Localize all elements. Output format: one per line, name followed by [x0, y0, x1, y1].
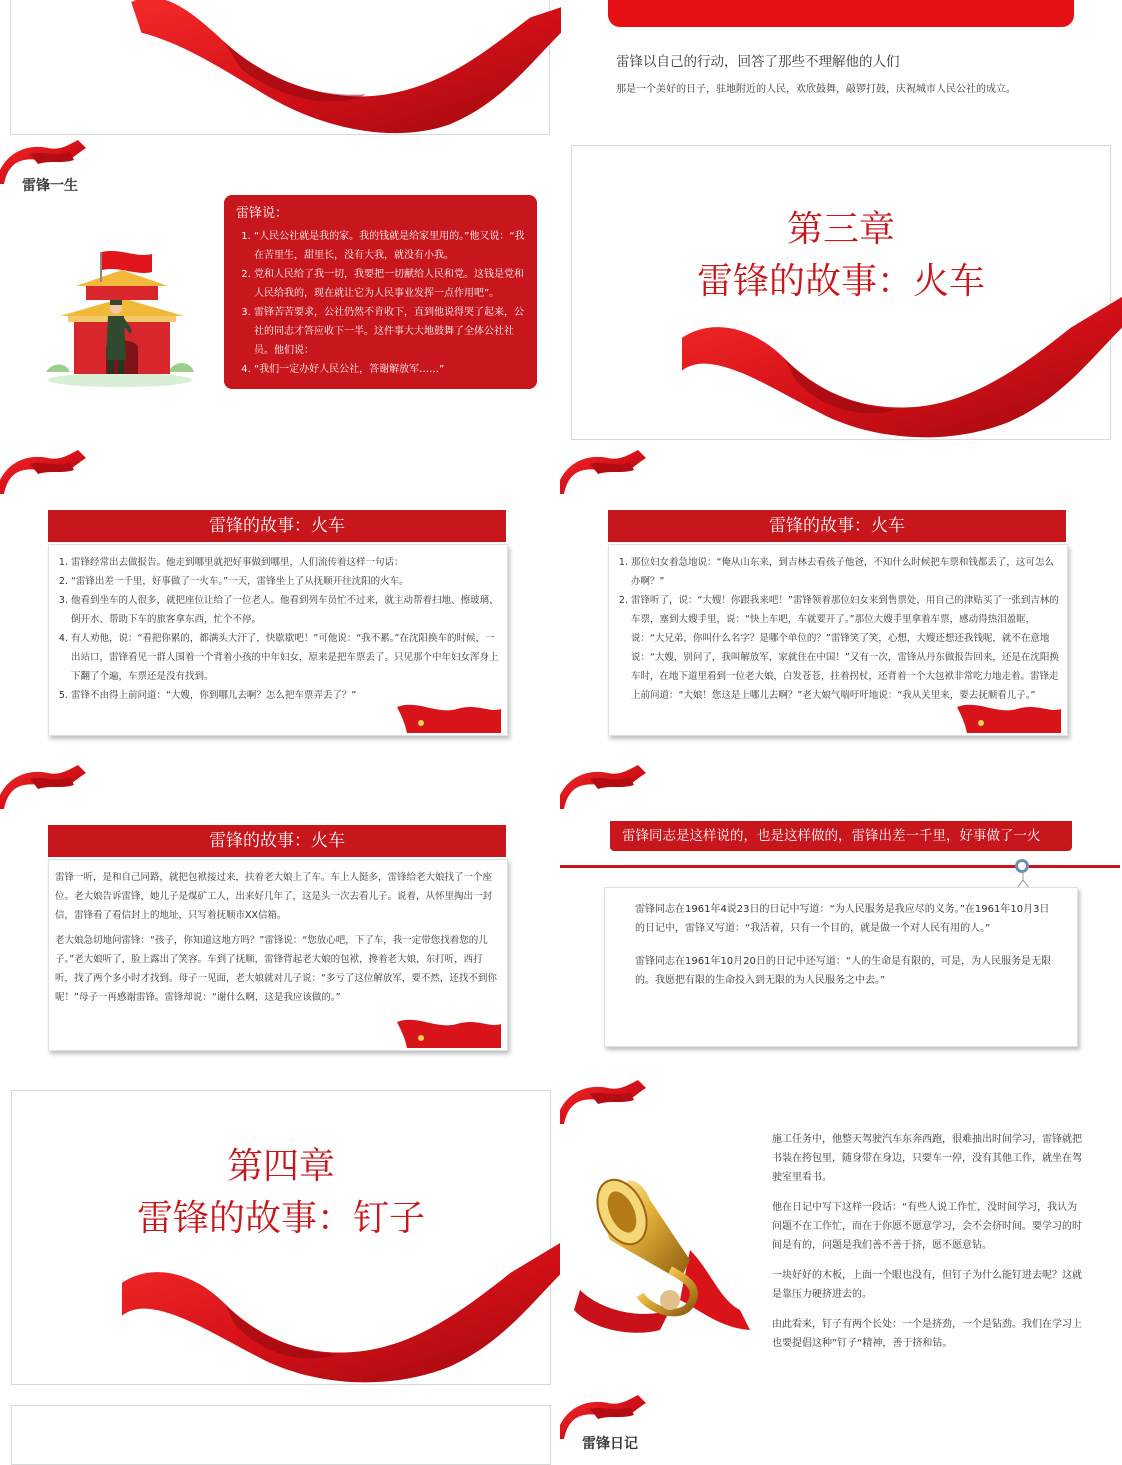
- slide-top-left: [10, 0, 550, 135]
- diary-card: [604, 887, 1078, 1047]
- list-item: 4. 有人劝他，说：“看把你累的，都满头大汗了，快歇歇吧！”可他说：“我不累。”在沈阳换车的时候，一出站口，雷锋看见一群人围着一个背着小孩的中年妇女，原来是把车票丢了。只见那个中年妇女浑身上下翻了个遍，车票还是没有找到。: [71, 629, 499, 686]
- red-ribbon-decoration: [121, 0, 561, 136]
- slide-heading: 雷锋以自己的行动，回答了那些不理解他的人们: [616, 54, 900, 70]
- story-body: [48, 859, 508, 1051]
- nail-paragraph: 施工任务中，他整天驾驶汽车东奔西跑，很难抽出时间学习，雷锋就把书装在挎包里，随身带在身边，只要车一停，没有其他工作，就坐在驾驶室里看书。: [772, 1134, 1082, 1183]
- list-item: 2. “雷锋出差一千里，好事做了一火车。”一天，雷锋坐上了从抚顺开往沈阳的火车。: [71, 572, 499, 591]
- section-tag: 雷锋一生: [22, 178, 78, 194]
- story-body: [608, 544, 1068, 736]
- slide-train-1: [0, 500, 540, 795]
- section-tag: 雷锋日记: [582, 1436, 638, 1452]
- slide-train-3: [0, 815, 540, 1110]
- list-item: 1. 那位妇女着急地说：“俺从山东来，到吉林去看孩子他爸，不知什么时候把车票和钱都丢了，这可怎么办啊？”: [631, 553, 1059, 591]
- quote-panel: [224, 195, 537, 389]
- quote-banner: [608, 0, 1074, 27]
- story-header: 雷锋的故事：火车: [48, 825, 506, 857]
- slide-subtext: 那是一个美好的日子，驻地附近的人民，欢欣鼓舞，敲锣打鼓，庆祝城市人民公社的成立。: [616, 84, 1016, 95]
- chapter-heading: [572, 204, 1110, 308]
- nail-text: [772, 1130, 1082, 1364]
- slide-chapter-4: [11, 1090, 551, 1385]
- list-item: 3. 雷锋苦苦要求，公社仍然不肯收下，直到他说得哭了起来，公社的同志才答应收下一半。这件事大大地鼓舞了全体公社社员。他们说：: [254, 303, 525, 360]
- slide-bottom-right: [560, 1395, 1100, 1452]
- nail-paragraph: 由此看来，钉子有两个长处：一个是挤劲，一个是钻劲。我们在学习上也要提倡这种”钉子“精神，善于挤和钻。: [772, 1319, 1082, 1349]
- tiananmen-soldier-illustration: [40, 250, 200, 390]
- nail-paragraph: 一块好好的木板，上面一个眼也没有，但钉子为什么能钉进去呢？这就是靠压力硬挤进去的。: [772, 1270, 1082, 1300]
- trumpet-illustration: [570, 1160, 755, 1340]
- list-item: 1. 雷锋经常出去做报告。他走到哪里就把好事做到哪里，人们流传着这样一句话：: [71, 553, 499, 572]
- chapter-title: 雷锋的故事：火车: [696, 261, 985, 302]
- small-flag-icon: [397, 699, 501, 733]
- diary-paragraph: 雷锋同志在1961年10月20日的日记中还写道：“人的生命是有限的，可是，为人民服务是无限的。我愿把有限的生命投入到无限的为人民服务之中去。”: [635, 956, 1052, 986]
- slide-nail: [560, 1130, 1100, 1425]
- slide-top-right: [572, 0, 1112, 135]
- list-item: 5. 雷锋不由得上前问道：“大嫂，你到哪儿去啊？怎么把车票弄丢了？”: [71, 686, 499, 705]
- red-ribbon-decoration: [122, 1241, 562, 1386]
- timeline-line: [560, 865, 1120, 868]
- story-list: [615, 553, 1059, 705]
- chapter-number: 第四章: [226, 1146, 335, 1187]
- corner-ribbon-icon: [0, 765, 95, 810]
- quote-list: [236, 227, 525, 379]
- story-header: 雷锋的故事：火车: [48, 510, 506, 542]
- quote-panel-title: 雷锋说：: [236, 206, 289, 221]
- list-item: 2. 雷锋听了，说：“大嫂！你跟我来吧！”雷锋领着那位妇女来到售票处，用自己的津贴买了一张到吉林的车票，塞到大嫂手里，说：“快上车吧，车就要开了。”那位大嫂手里拿着车票，感动得热泪盈眶，说：“大兄弟，你叫什么名字？是哪个单位的？”雷锋笑了笑，心想，大嫂还想还我钱呢，就不在意地说：“大嫂，别问了，我叫解放军，家就住在中国！”又有一次，雷锋从丹东做报告回来，还是在沈阳换车时，在地下道里看到一位老大娘，白发苍苍，拄着拐杖，还背着一个大包袱非常吃力地走着。雷锋走上前问道：“大娘！您这是上哪儿去啊？”老大娘气喘吁吁地说：“我从关里来，要去抚顺看儿子。”: [631, 591, 1059, 705]
- story-paragraph: 雷锋一听，是和自己同路，就把包袱接过来，扶着老大娘上了车。车上人挺多，雷锋给老大娘找了一个座位。老大娘告诉雷锋，她儿子是煤矿工人，出来好几年了，这是头一次去看儿子。说着，从怀里掏出一封信，雷锋看了看信封上的地址，只写着抚顺市XX信箱。: [55, 872, 493, 921]
- list-item: 1. “人民公社就是我的家。我的钱就是给家里用的。”他又说：“我在苦里生，甜里长，没有大我，就没有小我。: [254, 227, 525, 265]
- diary-paragraph: 雷锋同志在1961年4说23日的日记中写道：“为人民服务是我应尽的义务。”在1961年10月3日的日记中，雷锋又写道：“我活着，只有一个目的，就是做一个对人民有用的人。”: [635, 904, 1050, 934]
- small-flag-icon: [957, 699, 1061, 733]
- story-list: [55, 553, 499, 705]
- story-header: 雷锋的故事：火车: [608, 510, 1066, 542]
- slide-diary: [560, 815, 1100, 1110]
- list-item: 3. 他看到坐车的人很多，就把座位让给了一位老人。他看到列车员忙不过来，就主动帮着扫地、擦玻璃、倒开水、帮助下车的旅客拿东西，忙个不停。: [71, 591, 499, 629]
- slide-bottom-left: [11, 1405, 551, 1465]
- story-paragraph: 老大娘急切地问雷锋：“孩子，你知道这地方吗？”雷锋说：“您放心吧，下了车，我一定带您找着您的儿子。”老大娘听了，脸上露出了笑容。车到了抚顺，雷锋背起老大娘的包袱，搀着老大娘，东打听，西打听，找了两个多小时才找到。母子一见面，老大娘就对儿子说：“多亏了这位解放军，要不然，还找不到你呢！”母子一再感谢雷锋。雷锋却说：“谢什么啊，这是我应该做的。”: [55, 935, 497, 1003]
- corner-ribbon-icon: [560, 765, 655, 810]
- corner-ribbon-icon: [0, 450, 95, 495]
- nail-paragraph: 他在日记中写下这样一段话：“有些人说工作忙，没时间学习，我认为问题不在工作忙，而在于你愿不愿意学习，会不会挤时间。要学习的时间是有的，问题是我们善不善于挤，愿不愿意钻。: [772, 1202, 1082, 1251]
- red-ribbon-decoration: [682, 296, 1122, 441]
- chapter-heading: [12, 1141, 550, 1245]
- chapter-number: 第三章: [786, 209, 895, 250]
- slide-life: [0, 140, 540, 435]
- slide-chapter-3: [571, 145, 1111, 440]
- timeline-dot: [1015, 859, 1029, 873]
- list-item: 2. 党和人民给了我一切，我要把一切献给人民和党。这钱是党和人民给我的，现在就让它为人民事业发挥一点作用吧”。: [254, 265, 525, 303]
- quote-bar: 雷锋同志是这样说的，也是这样做的，雷锋出差一千里，好事做了一火: [610, 821, 1072, 851]
- story-body: [48, 544, 508, 736]
- list-item: 4. “我们一定办好人民公社，答谢解放军……”: [254, 360, 525, 379]
- small-flag-icon: [397, 1014, 501, 1048]
- chapter-title: 雷锋的故事：钉子: [136, 1198, 425, 1239]
- slide-train-2: [560, 500, 1100, 795]
- corner-ribbon-icon: [560, 1080, 655, 1125]
- corner-ribbon-icon: [560, 450, 655, 495]
